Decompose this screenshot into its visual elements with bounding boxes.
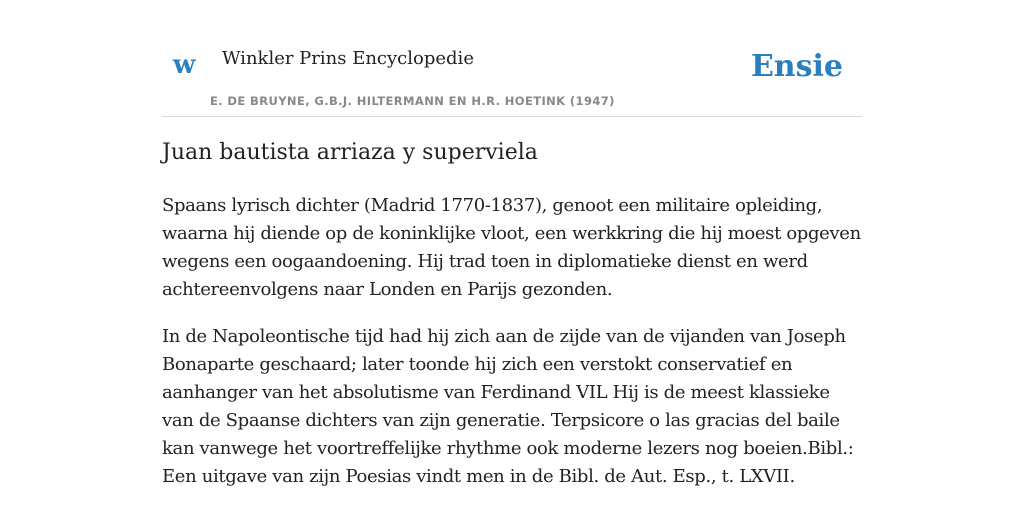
article-paragraph: Spaans lyrisch dichter (Madrid 1770-1837), genoot een militaire opleiding, waarna hij diende op de koninklijke vloot, een werkkring die hij moest opgeven wegens een oogaandoening. Hij trad toen in diplomatieke dienst en werd achtereenvolgens naar Londen en Parijs gezonden. [162,195,861,300]
source-authors: E. DE BRUYNE, G.B.J. HILTERMANN EN H.R. HOETINK (1947) [210,94,615,108]
article-paragraph: In de Napoleontische tijd had hij zich aan de zijde van de vijanden van Joseph Bonaparte geschaard; later toonde hij zich een verstokt conservatief en aanhanger van het absolutisme van Ferdinand VIL Hij is de meest klassieke van de Spaanse dichters van zijn generatie. Terpsicore o las gracias del baile kan vanwege het voortreffelijke rhythme ook moderne lezers nog boeien.Bibl.: Een uitgave van zijn Poesias vindt men in de Bibl. de Aut. Esp., t. LXVII. [162,326,854,487]
source-title[interactable]: Winkler Prins Encyclopedie [222,48,474,69]
ensie-logo[interactable]: Ensie [750,49,843,84]
source-header [162,30,862,117]
article-title: Juan bautista arriaza y superviela [162,140,538,165]
article-body [162,192,862,510]
source-logo-icon[interactable]: w [173,50,196,80]
